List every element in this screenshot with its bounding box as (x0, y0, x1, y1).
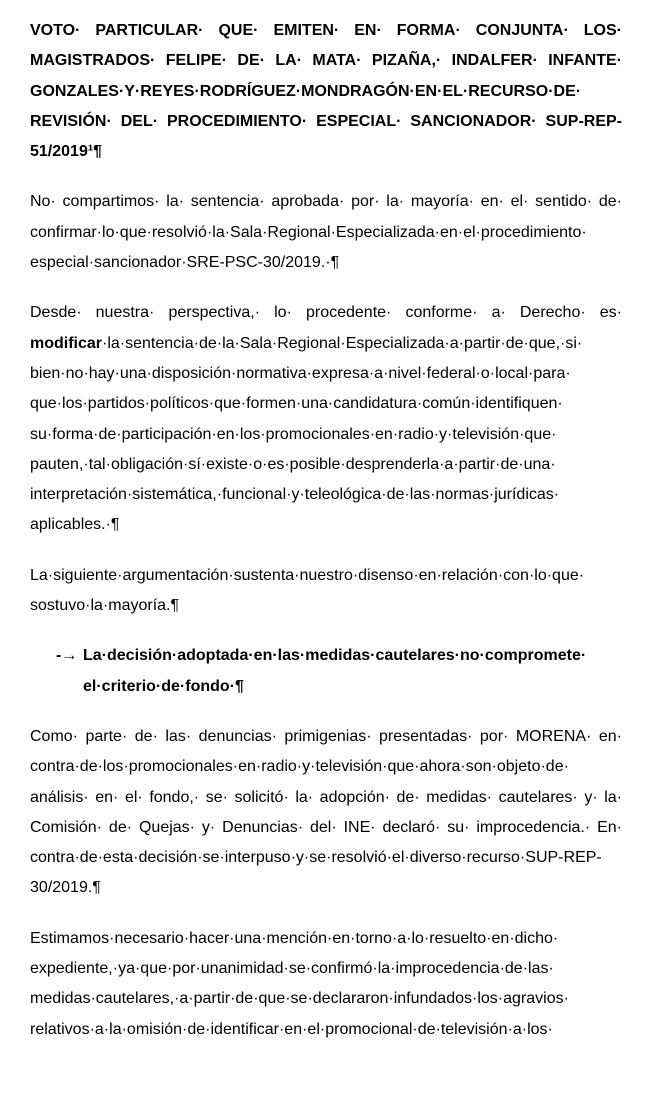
document-heading: VOTO· PARTICULAR· QUE· EMITEN· EN· FORMA· CONJUNTA· LOS· MAGISTRADOS· FELIPE· DE· LA· MATA· PIZAÑA,· INDALFER· INFANTE· GONZALES·Y·REYES·RODRÍGUEZ·MONDRAGÓN·EN·EL·RECURSO·DE· REVISIÓN· DEL· PROCEDIMIENTO· ESPECIAL· SANCIONADOR· SUP-REP-51/2019¹¶ (30, 22, 622, 161)
paragraph-1: No· compartimos· la· sentencia· aprobada· por· la· mayoría· en· el· sentido· de· confirmar·lo·que·resolvió·la·Sala·Regional·Especializada·en·el·procedimiento· especial·sancionador·SRE-PSC-30/2019.·¶ (30, 193, 622, 272)
paragraph-4: Como· parte· de· las· denuncias· primigenias· presentadas· por· MORENA· en· contra·de·los·promocionales·en·radio·y·televisión·que·ahora·son·objeto·de· análisis· en· el· fondo,· se· solicitó· la· adopción· de· medidas· cautelares· y· la· Comisión· de· Quejas· y· Denuncias· del· INE· declaró· su· improcedencia.· En· contra·de·esta·decisión·se·interpuso·y·se·resolvió·el·diverso·recurso·SUP-REP-30/2019.¶ (30, 727, 622, 897)
bullet-heading (30, 641, 622, 702)
paragraph-2 (30, 298, 622, 540)
paragraph-2-start: Desde· nuestra· perspectiva,· lo· procedente· conforme· a· Derecho· es· (30, 304, 622, 322)
bullet-arrow-icon: -→ (56, 647, 78, 665)
paragraph-2-bold: modificar (30, 334, 103, 352)
bullet-heading-text: La·decisión·adoptada·en·las·medidas·cautelares·no·compromete· el·criterio·de·fondo·¶ (83, 647, 587, 695)
paragraph-2-rest: ·la·sentencia·de·la·Sala·Regional·Especializada·a·partir·de·que,·si· bien·no·hay·una·disposición·normativa·expresa·a·nivel·federal·o·local·para· que·los·partidos·políticos·que·formen·una·candidatura·común·identifiquen· su·forma·de·participación·en·los·promocionales·en·radio·y·televisión·que· pauten,·tal·obligación·sí·existe·o·es·posible·desprenderla·a·partir·de·una· interpretación·sistemática,·funcional·y·teleológica·de·las·normas·jurídicas· aplicables.·¶ (30, 334, 583, 534)
paragraph-5: Estimamos·necesario·hacer·una·mención·en·torno·a·lo·resuelto·en·dicho· expediente,·ya·que·por·unanimidad·se·confirmó·la·improcedencia·de·las· medidas·cautelares,·a·partir·de·que·se·declararon·infundados·los·agravios· relativos·a·la·omisión·de·identificar·en·el·promocional·de·televisión·a·los· (30, 929, 569, 1038)
paragraph-3: La·siguiente·argumentación·sustenta·nuestro·disenso·en·relación·con·lo·que· sostuvo·la·mayoría.¶ (30, 566, 585, 615)
